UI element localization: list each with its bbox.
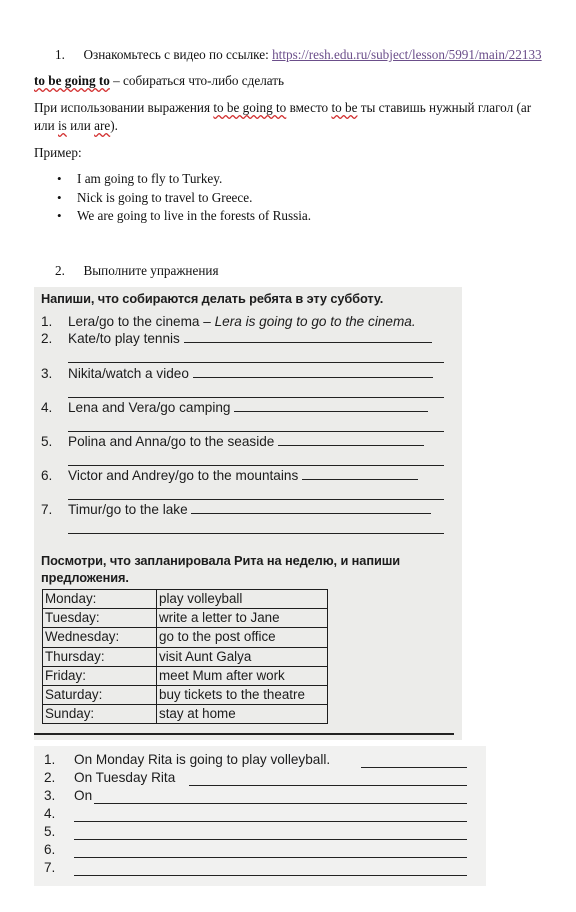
answer-text: On Tuesday Rita xyxy=(74,770,176,785)
explanation-line-1 xyxy=(34,100,531,116)
phrase-term: to be going to xyxy=(34,73,110,88)
answer-line[interactable] xyxy=(361,766,467,768)
schedule-table xyxy=(42,589,328,724)
answer-line[interactable] xyxy=(278,435,424,446)
activity-cell: write a letter to Jane xyxy=(157,609,328,628)
activity-cell: meet Mum after work xyxy=(157,666,328,685)
phrase-meaning: – собираться что-либо сделать xyxy=(109,73,285,88)
lesson-link[interactable]: https://resh.edu.ru/subject/lesson/5991/main/22133 xyxy=(272,47,542,62)
activity-cell: go to the post office xyxy=(157,628,328,647)
table-row xyxy=(43,705,328,724)
answer-number: 2. xyxy=(44,770,56,785)
answer-line[interactable] xyxy=(184,332,432,343)
exercise-1-item xyxy=(68,468,418,483)
table-row xyxy=(43,609,328,628)
exercise-1-item xyxy=(68,366,433,381)
item-prompt: Lena and Vera/go camping xyxy=(68,400,231,415)
answer-line[interactable] xyxy=(94,802,467,804)
item-2-text: Выполните упражнения xyxy=(83,263,219,278)
exercise-2-heading: Посмотри, что запланировала Рита на неделю, и напиши xyxy=(41,553,401,568)
phrase-definition xyxy=(34,73,284,89)
intro-item-1 xyxy=(55,47,542,63)
answer-number: 7. xyxy=(44,860,56,875)
table-row xyxy=(43,647,328,666)
example-answer: Lera is going to go to the cinema. xyxy=(214,314,416,329)
section-divider xyxy=(34,733,454,735)
table-row xyxy=(43,685,328,704)
day-cell: Tuesday: xyxy=(43,609,157,628)
answer-line[interactable] xyxy=(74,838,467,840)
answer-line[interactable] xyxy=(191,503,431,514)
explanation-to-be: to be xyxy=(331,100,358,115)
exercise-1-item xyxy=(68,400,428,415)
answer-sheet-scan xyxy=(34,746,486,886)
day-cell: Saturday: xyxy=(43,685,157,704)
exercise-1-item xyxy=(68,314,416,329)
answer-text: On Monday Rita is going to play volleyball. xyxy=(74,752,331,767)
item-prompt: Lera/go to the cinema – xyxy=(68,314,215,329)
answer-line[interactable] xyxy=(74,856,467,858)
answer-line[interactable] xyxy=(68,465,444,466)
day-cell: Wednesday: xyxy=(43,628,157,647)
item-prompt: Victor and Andrey/go to the mountains xyxy=(68,468,299,483)
answer-number: 3. xyxy=(44,788,56,803)
item-1-number: 1. xyxy=(55,47,65,62)
explanation-text: ). xyxy=(110,118,118,133)
answer-line[interactable] xyxy=(68,499,444,500)
answer-line[interactable] xyxy=(302,469,418,480)
answer-text: On xyxy=(74,788,93,803)
exercise-1-item-number: 2. xyxy=(41,331,53,346)
explanation-text: или xyxy=(34,118,58,133)
explanation-line-2 xyxy=(34,118,118,134)
exercise-1-heading: Напиши, что собираются делать ребята в эту субботу. xyxy=(41,291,384,306)
activity-cell: stay at home xyxy=(157,705,328,724)
activity-cell: play volleyball xyxy=(157,590,328,609)
explanation-text: или xyxy=(66,118,95,133)
example-item: • Nick is going to travel to Greece. xyxy=(55,189,311,208)
answer-line[interactable] xyxy=(68,431,444,432)
example-list xyxy=(55,170,311,226)
answer-line[interactable] xyxy=(68,533,444,534)
answer-number: 1. xyxy=(44,752,56,767)
activity-cell: visit Aunt Galya xyxy=(157,647,328,666)
table-row xyxy=(43,666,328,685)
explanation-text: При использовании выражения xyxy=(34,100,214,115)
answer-number: 4. xyxy=(44,806,56,821)
intro-item-2 xyxy=(55,263,219,279)
exercise-1-item-number: 3. xyxy=(41,366,53,381)
answer-line[interactable] xyxy=(68,397,444,398)
item-2-number: 2. xyxy=(55,263,65,278)
table-row xyxy=(43,628,328,647)
answer-line[interactable] xyxy=(193,367,433,378)
explanation-are: are xyxy=(94,118,111,133)
explanation-going-to: to be going to xyxy=(213,100,287,115)
exercise-1-item-number: 6. xyxy=(41,468,53,483)
explanation-text: ты ставишь нужный глагол (ar xyxy=(357,100,532,115)
example-item: • We are going to live in the forests of Russia. xyxy=(55,207,311,226)
day-cell: Monday: xyxy=(43,590,157,609)
exercise-2-heading-line-2: предложения. xyxy=(41,570,129,585)
exercise-1-item xyxy=(68,502,431,517)
day-cell: Friday: xyxy=(43,666,157,685)
answer-line[interactable] xyxy=(74,874,467,876)
answer-line[interactable] xyxy=(68,362,444,363)
exercise-1-item-number: 4. xyxy=(41,400,53,415)
exercise-1-item-number: 5. xyxy=(41,434,53,449)
item-prompt: Nikita/watch a video xyxy=(68,366,189,381)
answer-line[interactable] xyxy=(74,820,467,822)
exercise-1-item-number: 7. xyxy=(41,502,53,517)
answer-line[interactable] xyxy=(189,784,467,786)
exercise-1-item-number: 1. xyxy=(41,314,53,329)
answer-number: 5. xyxy=(44,824,56,839)
item-prompt: Polina and Anna/go to the seaside xyxy=(68,434,275,449)
day-cell: Sunday: xyxy=(43,705,157,724)
item-prompt: Timur/go to the lake xyxy=(68,502,188,517)
explanation-text: вместо xyxy=(286,100,332,115)
example-item: • I am going to fly to Turkey. xyxy=(55,170,311,189)
day-cell: Thursday: xyxy=(43,647,157,666)
explanation-is: is xyxy=(58,118,67,133)
activity-cell: buy tickets to the theatre xyxy=(157,685,328,704)
answer-line[interactable] xyxy=(234,401,428,412)
answer-number: 6. xyxy=(44,842,56,857)
item-1-text: Ознакомьтесь с видео по ссылке: xyxy=(83,47,273,62)
item-prompt: Kate/to play tennis xyxy=(68,331,180,346)
worksheet-scan xyxy=(34,287,462,740)
exercise-1-item xyxy=(68,434,424,449)
exercise-1-item xyxy=(68,331,432,346)
table-row xyxy=(43,590,328,609)
example-label: Пример: xyxy=(34,145,82,160)
